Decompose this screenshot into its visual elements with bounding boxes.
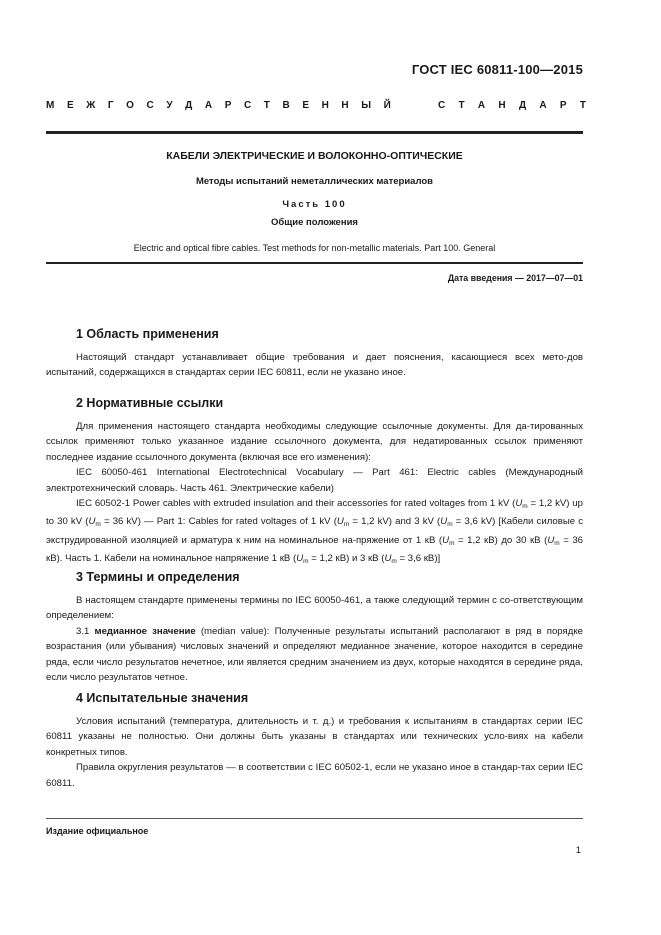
voltage-symbol: U bbox=[296, 553, 304, 565]
introduction-date: Дата введения — 2017—07—01 bbox=[447, 273, 583, 283]
voltage-subscript: m bbox=[447, 521, 453, 529]
ref-text: = 3,6 kV) [Кабели силовые с экструдированной изоляцией и арматура к ним на номинальное на-пряжение от 1 кВ ( bbox=[46, 516, 583, 546]
ref-text: = 1,2 кВ) до 30 кВ ( bbox=[454, 534, 548, 546]
document-title: КАБЕЛИ ЭЛЕКТРИЧЕСКИЕ И ВОЛОКОННО-ОПТИЧЕСКИЕ bbox=[166, 150, 463, 162]
section-4-heading: 4 Испытательные значения bbox=[76, 691, 249, 705]
section-4-paragraph-1: Условия испытаний (температура, длительность и т. д.) и требования к испытаниям в стандартах серии IEC 60811 указаны не полностью. Они должны быть указаны в стандартах или технических усло-виях на кабели конкретных типов. bbox=[46, 716, 583, 758]
ref-text: = 1,2 kV) up to 30 kV ( bbox=[46, 498, 583, 528]
banner-word-standard: С Т А Н Д А Р Т bbox=[438, 100, 586, 111]
standard-banner bbox=[46, 100, 586, 111]
voltage-symbol: U bbox=[442, 534, 450, 546]
voltage-subscript: m bbox=[449, 539, 455, 547]
section-1-paragraph: Настоящий стандарт устанавливает общие требования и дает пояснения, касающиеся всех мето-дов испытаний, содержащихся в стандартах серии IEC 60811, если не указано иное. bbox=[46, 352, 583, 379]
term-definition bbox=[46, 624, 583, 686]
voltage-symbol: U bbox=[547, 534, 555, 546]
footer-rule bbox=[46, 818, 583, 819]
voltage-subscript: m bbox=[343, 521, 350, 529]
voltage-symbol: U bbox=[515, 498, 523, 510]
document-subtitle: Методы испытаний неметаллических материалов bbox=[195, 176, 434, 187]
header-rule bbox=[46, 131, 583, 134]
part-number: Часть 100 bbox=[282, 199, 347, 210]
section-1-body bbox=[46, 350, 583, 381]
voltage-symbol: U bbox=[440, 516, 448, 528]
section-4-body bbox=[46, 714, 583, 791]
section-1-heading: 1 Область применения bbox=[76, 327, 219, 341]
reference-iec-60050-461: IEC 60050-461 International Electrotechnical Vocabulary — Part 461: Electric cables (Международный электротехнический словарь. Часть 461. Электрические кабели) bbox=[46, 467, 583, 494]
voltage-symbol: U bbox=[384, 553, 392, 565]
ref-text: = 1,2 кВ) и 3 кВ ( bbox=[308, 553, 385, 565]
voltage-symbol: U bbox=[88, 516, 96, 528]
voltage-subscript: m bbox=[554, 539, 560, 547]
section-3-paragraph-1: В настоящем стандарте применены термины по IEC 60050-461, а также следующий термин с со-ответствующим определением: bbox=[46, 595, 583, 622]
voltage-subscript: m bbox=[95, 521, 101, 529]
section-2-heading: 2 Нормативные ссылки bbox=[76, 396, 224, 410]
ref-text: = 36 кВ). Часть 1. Кабели на номинальное напряжение 1 кВ ( bbox=[46, 534, 584, 565]
section-2-body bbox=[46, 419, 583, 570]
term-number: 3.1 bbox=[76, 625, 95, 637]
official-edition-label: Издание официальное bbox=[46, 826, 149, 836]
voltage-symbol: U bbox=[336, 516, 344, 528]
ref-text: = 1,2 kV) and 3 kV ( bbox=[349, 516, 441, 528]
banner-word-interstate: М Е Ж Г О С У Д А Р С Т В Е Н Н Ы Й bbox=[46, 100, 391, 111]
reference-iec-60502-1 bbox=[46, 496, 583, 570]
voltage-subscript: m bbox=[522, 503, 528, 511]
section-4-paragraph-2: Правила округления результатов — в соответствии с IEC 60502-1, если не указано иное в стандар-тах серии IEC 60811. bbox=[46, 762, 583, 789]
ref-text: = 3,6 кВ)] bbox=[396, 553, 441, 565]
english-title: Electric and optical fibre cables. Test methods for non-metallic materials. Part 100. General bbox=[133, 243, 496, 253]
title-rule bbox=[46, 262, 583, 264]
ref-text: = 36 kV) — Part 1: Cables for rated voltages of 1 kV ( bbox=[100, 516, 337, 528]
section-3-body bbox=[46, 593, 583, 685]
section-2-paragraph-1: Для применения настоящего стандарта необходимы следующие ссылочные документы. Для да-тированных ссылок применяют только указанное издание ссылочного документа, для недатированных ссылок применяют последнее издание ссылочного документа (включая все его изменения): bbox=[46, 421, 583, 463]
section-3-heading: 3 Термины и определения bbox=[76, 570, 240, 584]
page-number: 1 bbox=[575, 845, 581, 856]
term-text: (median value): Полученные результаты испытаний располагают в ряд в порядке возрастания (или убывания) числовых значений и определяют медианное значение, которое находится в середине ряда, если число результатов нечетное, или является средним значением из двух, которые находятся в середине ряда, если число результатов четное. bbox=[46, 625, 583, 684]
part-name: Общие положения bbox=[271, 217, 358, 228]
voltage-subscript: m bbox=[303, 558, 309, 566]
voltage-subscript: m bbox=[391, 558, 397, 566]
ref-text: IEC 60502-1 Power cables with extruded insulation and their accessories for rated voltages from 1 kV ( bbox=[76, 498, 516, 510]
term-name: медианное значение bbox=[94, 625, 196, 637]
document-code: ГОСТ IEC 60811-100—2015 bbox=[411, 62, 583, 77]
